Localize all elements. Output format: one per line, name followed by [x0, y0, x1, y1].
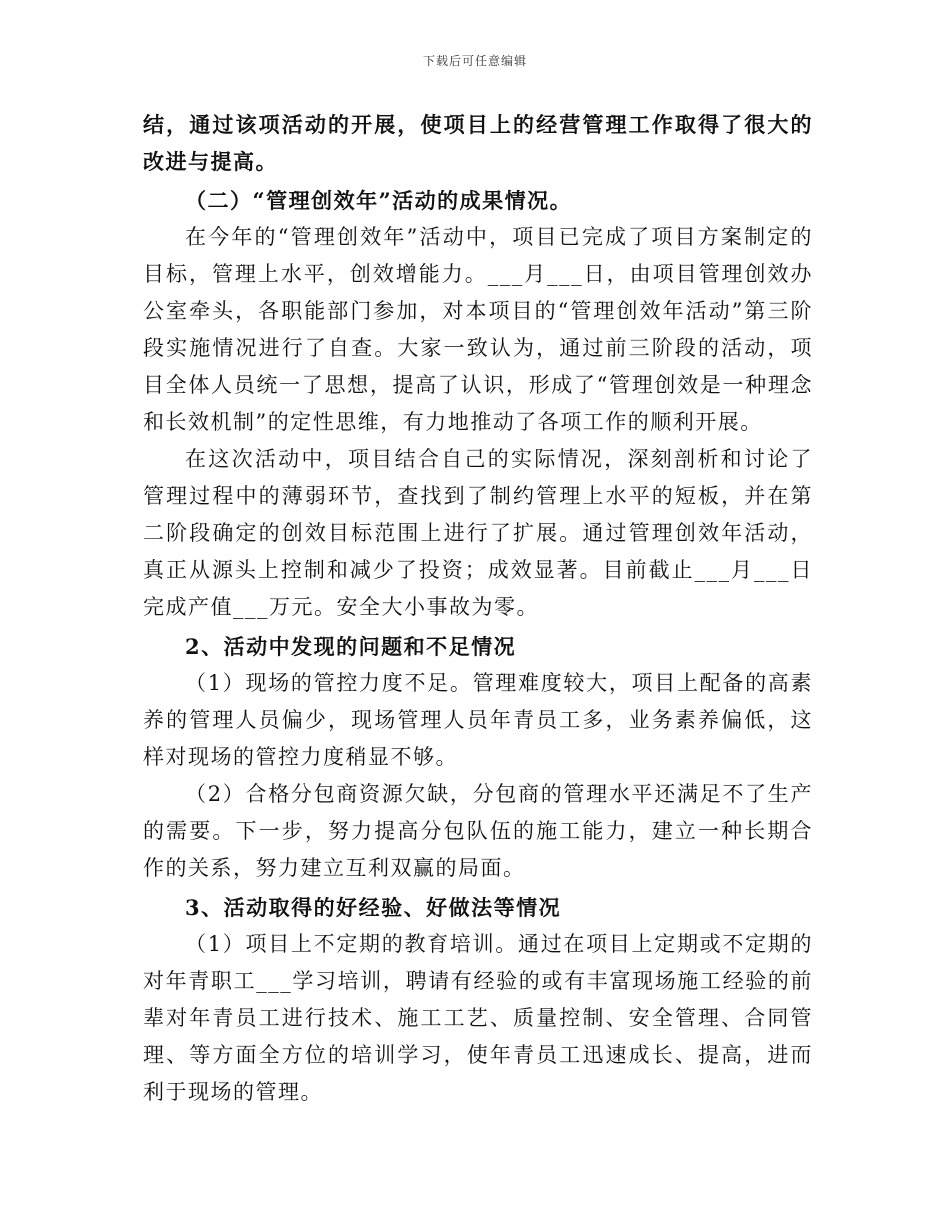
paragraph-problem-2: （2）合格分包商资源欠缺，分包商的管理水平还满足不了生产的需要。下一步，努力提高分包队伍的施工能力，建立一种长期合作的关系，努力建立互利双赢的局面。 [143, 782, 813, 880]
paragraph-activity: 在这次活动中，项目结合自己的实际情况，深刻剖析和讨论了管理过程中的薄弱环节，查找到了制约管理上水平的短板，并在第二阶段确定的创效目标范围上进行了扩展。通过管理创效年活动，真正从源头上控制和减少了投资；成效显著。目前截止___月___日完成产值___万元。安全大小事故为零。 [143, 447, 813, 619]
section-heading-problems: 2、活动中发现的问题和不足情况 [185, 634, 517, 659]
document-body [143, 106, 813, 1111]
page-header: 下载后可任意编辑 [422, 54, 527, 68]
paragraph-problem-1: （1）现场的管控力度不足。管理难度较大，项目上配备的高素养的管理人员偏少，现场管理人员年青员工多，业务素养偏低，这样对现场的管控力度稍显不够。 [143, 671, 813, 769]
section-heading-experience: 3、活动取得的好经验、好做法等情况 [185, 895, 562, 920]
section-heading-2: （二）“管理创效年”活动的成果情况。 [185, 188, 573, 213]
paragraph-continuation: 结，通过该项活动的开展，使项目上的经营管理工作取得了很大的改进与提高。 [143, 112, 813, 174]
paragraph-experience-1: （1）项目上不定期的教育培训。通过在项目上定期或不定期的对年青职工___学习培训，聘请有经验的或有丰富现场施工经验的前辈对年青员工进行技术、施工工艺、质量控制、安全管理、合同管理、等方面全方位的培训学习，使年青员工迅速成长、提高，进而利于现场的管理。 [143, 932, 813, 1104]
paragraph-results: 在今年的“管理创效年”活动中，项目已完成了项目方案制定的目标，管理上水平，创效增能力。___月___日，由项目管理创效办公室牵头，各职能部门参加，对本项目的“管理创效年活动”第三阶段实施情况进行了自查。大家一致认为，通过前三阶段的活动，项目全体人员统一了思想，提高了认识，形成了“管理创效是一种理念和长效机制”的定性思维，有力地推动了各项工作的顺利开展。 [143, 225, 813, 434]
